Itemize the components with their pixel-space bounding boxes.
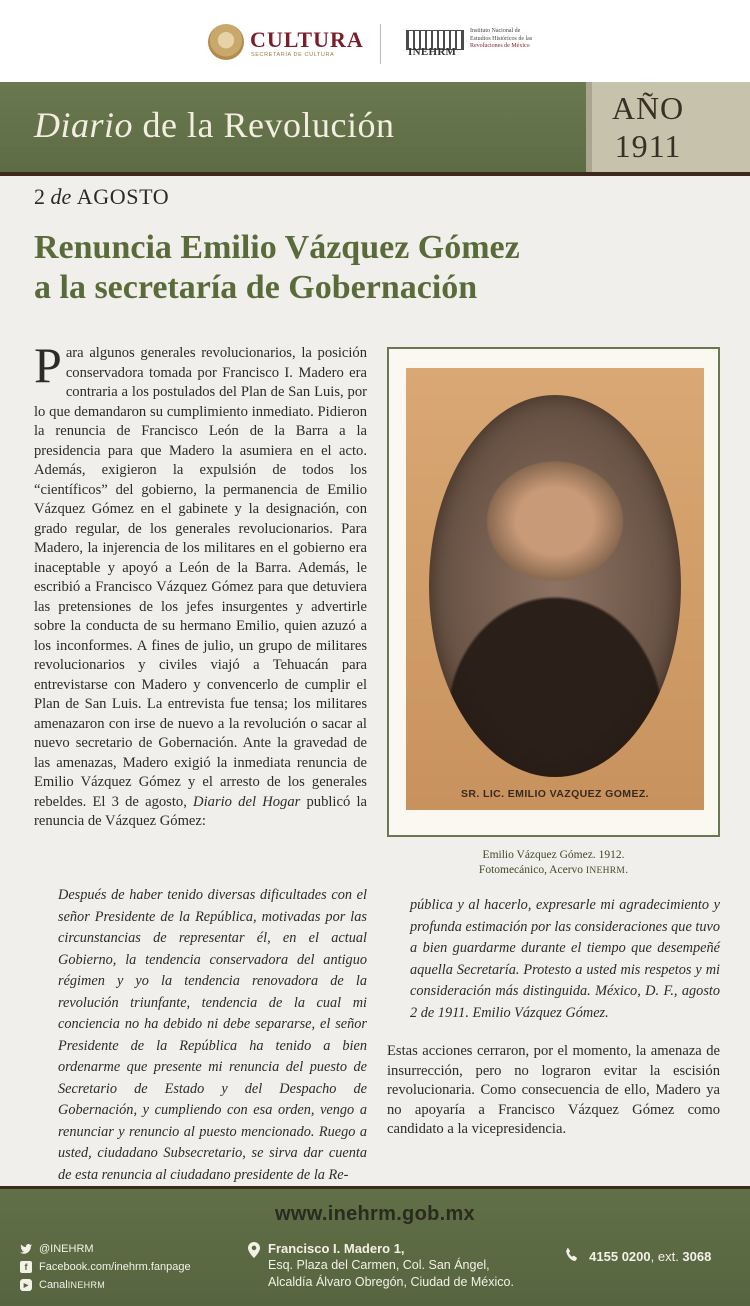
cultura-wordmark: CULTURA (250, 27, 364, 52)
website-link[interactable]: www.inehrm.gob.mx (275, 1203, 475, 1225)
phone-number[interactable]: 4155 0200, ext. 3068 (566, 1248, 711, 1265)
photo-inscription: SR. LIC. EMILIO VAZQUEZ GOMEZ. (461, 788, 649, 800)
article-body: Para algunos generales revolucionarios, la posición conservadora tomada por Francisco I. Madero era contraria a los postulados del Plan de San Luis, por lo que demandaron su cumplimiento inmediato. Pidieron la renuncia de Francisco León de la Barra a la presidencia para que Madero la asumiera en el acto. Además, exigieron la expulsión de todos los “científicos” del gobierno, la permanencia de Emilio Vázquez Gómez en el gabinete y la designación, con grado regular, de los generales revolucionarios. Para Madero, la injerencia de los militares en el gobierno era inaceptable y apoyó a León de la Barra. Además, le escribió a Francisco Vázquez Gómez para que detuviera las pretensiones de los jefes insurgentes y advertirle sobre la conducta de su hermano Emilio, quien azuzó a los inconformes. A fines de julio, un grupo de militares revolucionarios y civiles viajó a Tehuacán para entrevistarse con Madero y convencerlo de cumplir el Plan de San Luis. La entrevista fue tensa; los militares amenazaron con irse de nuevo a la revolución o sacar al nuevo secretario de Gobernación. Ante la gravedad de las amenazas, Madero exigió la inmediata renuncia de Emilio Vázquez Gómez y el arresto de los generales rebeldes. El 3 de agosto, Diario del Hogar publicó la renuncia de Vázquez Gómez: (34, 337, 367, 829)
newspaper-name: Diario del Hogar (193, 793, 301, 810)
portrait-oval (429, 395, 681, 777)
banner-divider (0, 172, 750, 176)
address-street: Francisco I. Madero 1, (268, 1241, 405, 1256)
year-value: 1911 (614, 128, 682, 164)
youtube-icon: ▶ (20, 1279, 32, 1291)
inehrm-fullname: Instituto Nacional de Estudios Históricos de las Revoluciones de México (470, 28, 533, 49)
closing-paragraph: Estas acciones cerraron, por el momento, la amenaza de insurrección, pero no lograron evitar la escisión revolucionaria. Como consecuencia de ello, Madero ya no apoyaría a Francisco Vázquez Gómez como candidato a la vicepresidencia. (387, 1043, 720, 1137)
resignation-quote: Después de haber tenido diversas dificultades con el señor Presidente de la República, motivadas por las circunstancias de representar él, en el actual Gobierno, la tendencia conservadora del antiguo régimen y yo la tendencia renovadora de la revolución triunfante, tendencia de la cual mi conciencia no ha debido ni debe separarse, el señor Presidente de la República ha tenido a bien ordenarme que presente mi renuncia del puesto de Secretario de Estado y del Despacho de Gobernación, y cumpliendo con esa orden, vengo a renunciar y renuncio al puesto mencionado. Ruego a usted, ciudadano Subsecretario, se sirva dar cuenta de esta renuncia al ciudadano presidente de la Re- (58, 887, 367, 1183)
address-line-3: Alcaldía Álvaro Obregón, Ciudad de México. (268, 1275, 514, 1289)
series-title: Diario de la Revolución (34, 105, 395, 145)
address-block (248, 1240, 548, 1291)
facebook-icon: f (20, 1261, 32, 1273)
photo-caption: Emilio Vázquez Gómez. 1912. Fotomecánico, Acervo INEHRM. (478, 849, 629, 876)
cultura-subtitle: SECRETARÍA DE CULTURA (251, 52, 335, 58)
location-pin-icon (248, 1242, 260, 1262)
address-line-2: Esq. Plaza del Carmen, Col. San Ángel, (268, 1258, 490, 1272)
inehrm-wordmark: INEHRM (408, 46, 457, 58)
year-label: AÑO (611, 90, 685, 126)
resignation-quote-continued: pública y al hacerlo, expresarle mi agradecimiento y profunda estimación por las consideraciones que tuvo a bien guardarme durante el tiempo que desempeñé aquella Secretaría. Protesto a usted mis respetos y mi consideración más distinguida. México, D. F., agosto 2 de 1911. Emilio Vázquez Gómez. (410, 897, 720, 1021)
cultura-logo[interactable] (208, 24, 368, 64)
article-headline: Renuncia Emilio Vázquez Gómez a la secretaría de Gobernación (34, 229, 520, 306)
footer-divider (0, 1186, 750, 1189)
drop-cap: P (34, 337, 62, 393)
twitter-link[interactable]: @INEHRM (20, 1240, 230, 1258)
youtube-link[interactable]: ▶ Canal INEHRM (20, 1276, 230, 1294)
logo-divider (380, 24, 381, 64)
national-seal-icon (208, 24, 244, 60)
facebook-link[interactable]: f Facebook.com/inehrm.fanpage (20, 1258, 230, 1276)
header-logos (0, 0, 750, 82)
article-date: 2 de AGOSTO (34, 184, 170, 209)
phone-icon (566, 1248, 581, 1265)
inehrm-logo[interactable] (406, 28, 556, 62)
social-links (20, 1240, 230, 1294)
twitter-icon (20, 1243, 32, 1255)
